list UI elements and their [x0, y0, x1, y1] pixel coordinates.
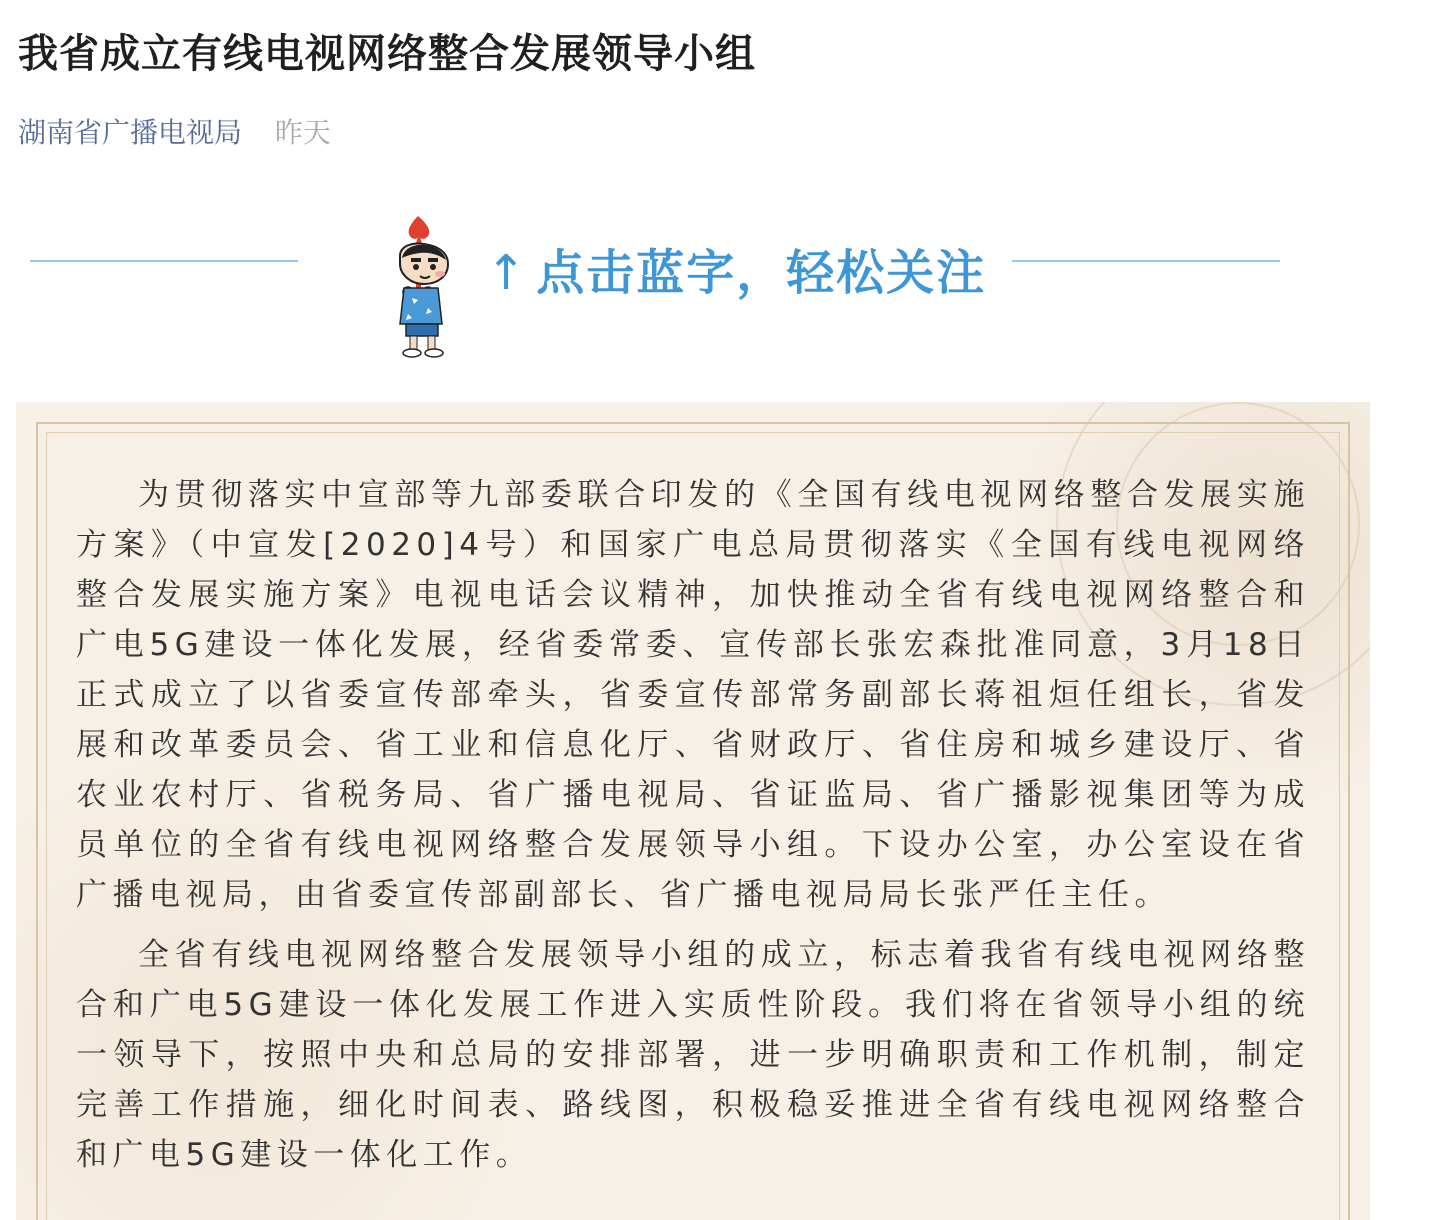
follow-banner[interactable]: [0, 200, 1300, 370]
banner-divider-left: [30, 260, 298, 262]
banner-divider-right: [1012, 260, 1280, 262]
body-paragraph: 全省有线电视网络整合发展领导小组的成立，标志着我省有线电视网络整合和广电5G建设一体化发展工作进入实质性阶段。我们将在省领导小组的统一领导下，按照中央和总局的安排部署，进一步明确职责和工作机制，制定完善工作措施，细化时间表、路线图，积极稳妥推进全省有线电视网络整合和广电5G建设一体化工作。: [76, 937, 1310, 1173]
article-meta: [18, 113, 331, 153]
article-content-card: [16, 402, 1370, 1220]
up-arrow-icon: ↑: [486, 245, 529, 301]
author-link[interactable]: 湖南省广播电视局: [18, 116, 243, 149]
follow-text: 点击蓝字，轻松关注: [536, 245, 987, 301]
article-title: 我省成立有线电视网络整合发展领导小组: [18, 31, 756, 77]
body-paragraph: 为贯彻落实中宣部等九部委联合印发的《全国有线电视网络整合发展实施方案》（中宣发[2020]4号）和国家广电总局贯彻落实《全国有线电视网络整合发展实施方案》电视电话会议精神，加快推动全省有线电视网络整合和广电5G建设一体化发展，经省委常委、宣传部长张宏森批准同意，3月18日正式成立了以省委宣传部牵头，省委宣传部常务副部长蒋祖烜任组长，省发展和改革委员会、省工业和信息化厅、省财政厅、省住房和城乡建设厅、省农业农村厅、省税务局、省广播电视局、省证监局、省广播影视集团等为成员单位的全省有线电视网络整合发展领导小组。下设办公室，办公室设在省广播电视局，由省委宣传部副部长、省广播电视局局长张严任主任。: [76, 477, 1310, 913]
cartoon-boy-mascot-icon: [378, 212, 474, 360]
publish-date: 昨天: [274, 116, 331, 149]
article-body: [76, 470, 1310, 1190]
follow-call-to-action[interactable]: [486, 234, 986, 303]
